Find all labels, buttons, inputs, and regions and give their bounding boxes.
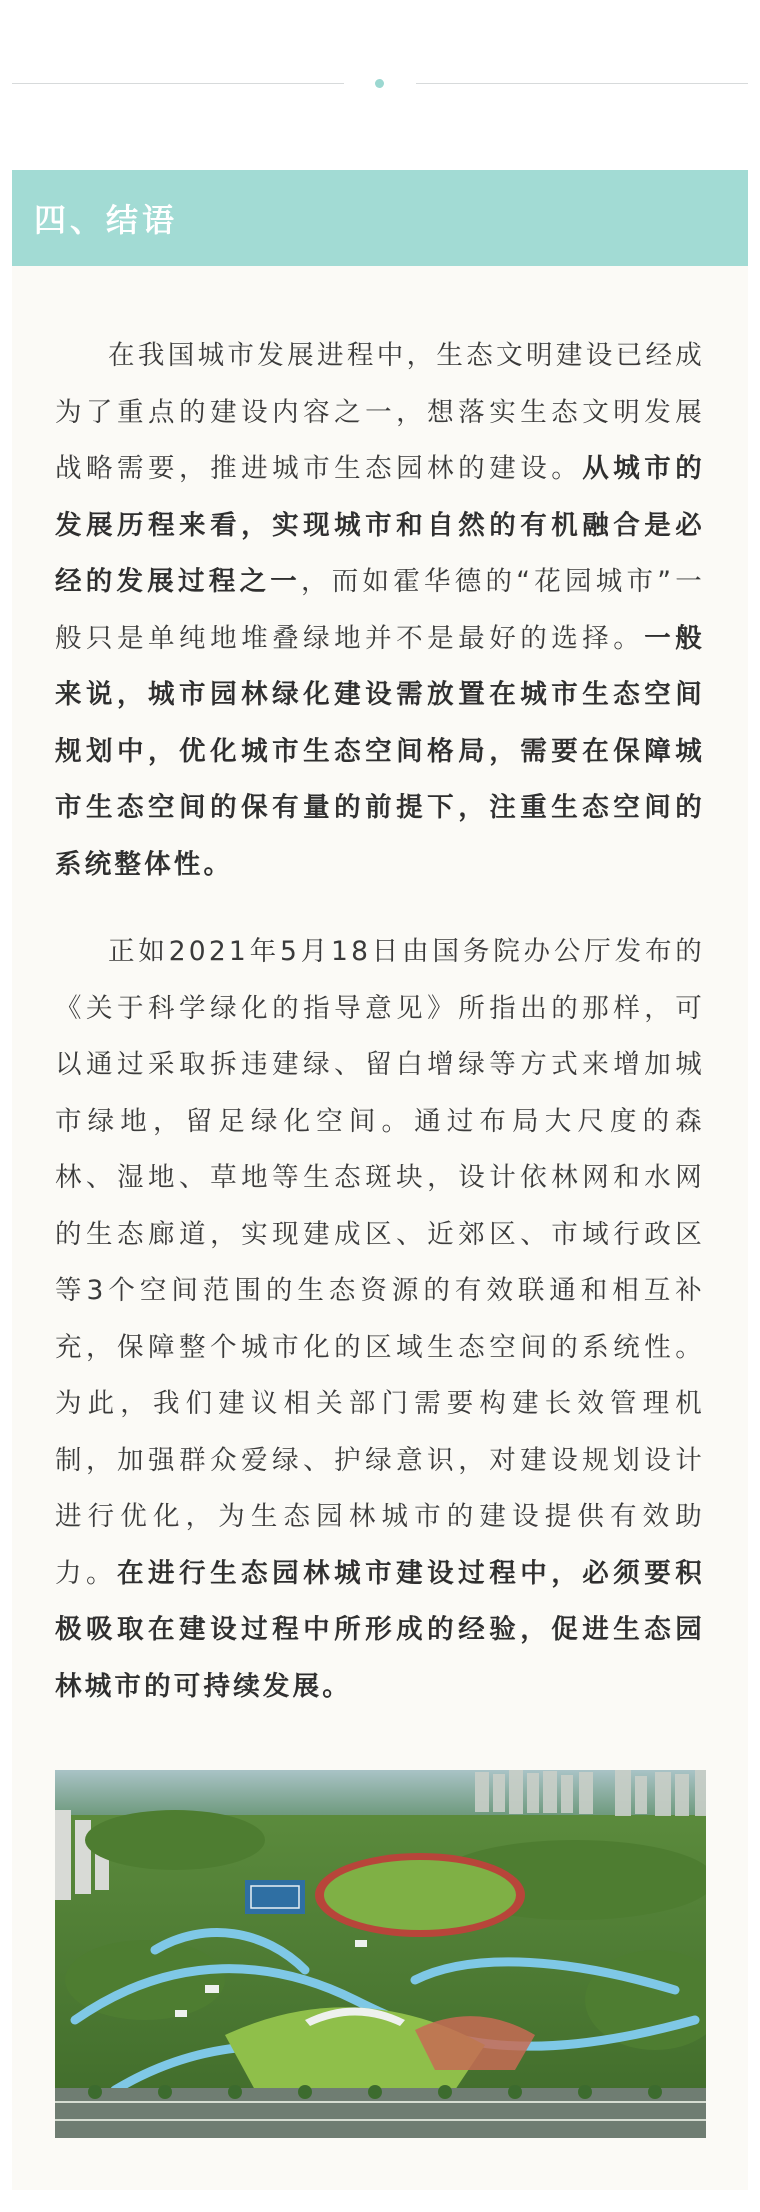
text-segment: ，而如霍华德的“花园城市”一般只是单纯地堆叠绿地并不是最好的选择。 [55, 566, 705, 654]
divider-dot [375, 79, 384, 88]
section-header [12, 170, 748, 266]
article-card [12, 170, 748, 2190]
divider-line-left [12, 83, 344, 84]
article-content [12, 266, 748, 2138]
bold-text-segment: 一般来说，城市园林绿化建设需放置在城市生态空间规划中，优化城市生态空间格局，需要在保障城市生态空间的保有量的前提下，注重生态空间的系统整体性。 [55, 622, 705, 880]
divider-line-right [416, 83, 748, 84]
text-segment: 在我国城市发展进程中，生态文明建设已经成为了重点的建设内容之一，想落实生态文明发展战略需要，推进城市生态园林的建设。 [55, 340, 705, 484]
bold-text-segment: 从城市的发展历程来看，实现城市和自然的有机融合是必经的发展过程之一 [55, 453, 705, 597]
section-title: 四、结语 [34, 201, 179, 239]
paragraph-2 [55, 924, 705, 1715]
section-divider [12, 79, 748, 89]
bold-text-segment: 在进行生态园林城市建设过程中，必须要积极吸取在建设过程中所形成的经验，促进生态园林城市的可持续发展。 [55, 1557, 705, 1702]
aerial-park-photo [55, 1770, 706, 2138]
paragraph-1 [55, 328, 705, 893]
text-segment: 正如2021年5月18日由国务院办公厅发布的《关于科学绿化的指导意见》所指出的那样，可以通过采取拆违建绿、留白增绿等方式来增加城市绿地，留足绿化空间。通过布局大尺度的森林、湿地、草地等生态斑块，设计依林网和水网的生态廊道，实现建成区、近郊区、市域行政区等3个空间范围的生态资源的有效联通和相互补充，保障整个城市化的区域生态空间的系统性。为此，我们建议相关部门需要构建长效管理机制，加强群众爱绿、护绿意识，对建设规划设计进行优化，为生态园林城市的建设提供有效助力。 [55, 936, 705, 1589]
